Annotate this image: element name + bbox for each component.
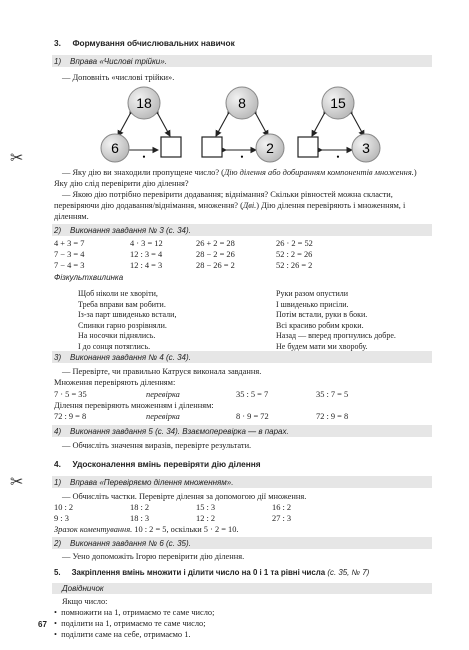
reference-intro: Якщо число: [62, 597, 108, 606]
section-5-heading [54, 568, 369, 577]
operator-dot: • [336, 152, 340, 162]
physical-break-title: Фізкультхвилинка [54, 273, 124, 282]
exercise-3-title [54, 353, 191, 362]
answer-box[interactable] [161, 137, 181, 157]
section-number: 4. [54, 459, 61, 469]
exercise-3-subtitle-2: Ділення перевіряють множенням і діленням: [54, 401, 214, 410]
poem-line: На носочки піднялись. [78, 331, 156, 340]
section-title: Удосконалення вмінь перевіряти дію ділення [72, 459, 261, 469]
exercise-title: Виконання завдання 5 (с. 34). Взаємоперевірка — в парах. [70, 427, 289, 436]
exercise-4-2-text: — Уено допоможіть Ігорю перевірити дію ділення. [62, 552, 245, 561]
equation: 72 : 9 = 8 [316, 412, 349, 421]
page-number: 67 [38, 620, 47, 629]
equation: 4 + 3 = 7 [54, 239, 85, 248]
list-item: • поділити на 1, отримаємо те саме число; [54, 619, 206, 628]
equation: 52 : 2 = 26 [276, 250, 313, 259]
poem-line: Всі красиво робим кроки. [276, 320, 364, 330]
equation-table-1 [54, 238, 434, 274]
check-row-2 [54, 411, 434, 422]
equation: 35 : 7 = 5 [316, 390, 349, 399]
expression: 12 : 2 [196, 514, 216, 523]
exercise-number: 4) [54, 427, 62, 436]
list-item-text: поділити саме на себе, отримаємо 1. [61, 630, 191, 639]
equation: 4 · 3 = 12 [130, 239, 163, 248]
poem-line: Потім встали, руки в боки. [276, 310, 368, 319]
division-table [54, 502, 434, 524]
answer-box[interactable] [202, 137, 222, 157]
section-3-heading [54, 38, 235, 48]
answer-box[interactable] [298, 137, 318, 157]
text-part: — Яку дію ви знаходили пропущене число? ( [62, 168, 224, 177]
poem-line: Із-за парт швиденько встали, [78, 310, 177, 319]
equation: 26 + 2 = 28 [196, 239, 235, 248]
number-triangles [90, 86, 390, 166]
equation: 12 : 3 = 4 [130, 250, 163, 259]
list-item: • поділити саме на себе, отримаємо 1. [54, 630, 191, 639]
equation: 28 − 26 = 2 [196, 261, 235, 270]
equation: 26 · 2 = 52 [276, 239, 313, 248]
poem-line: І швиденько присіли. [276, 299, 349, 309]
italic-answer: Дві. [242, 201, 257, 210]
list-item-text: помножити на 1, отримаємо те саме число; [61, 608, 215, 617]
reference-title: Довідничок [62, 584, 104, 593]
exercise-4-2-title [54, 539, 191, 548]
exercise-number: 2) [54, 539, 62, 548]
section-title: Закріплення вмінь множити і ділити число на 0 і 1 та рівні числа [71, 568, 326, 577]
section-4-heading [54, 459, 261, 469]
exercise-number: 1) [54, 478, 62, 487]
expression: 18 : 3 [130, 514, 150, 523]
exercise-4-1-text: — Обчисліть частки. Перевірте ділення за допомогою дії множення. [62, 492, 307, 501]
equation: 7 · 5 = 35 [54, 390, 87, 399]
equation: 8 · 9 = 72 [236, 412, 269, 421]
section-number: 5. [54, 568, 61, 577]
triangle-3 [298, 87, 380, 162]
text-part: ) Дію ділення перевіряють і множенням, і діленням. [54, 201, 406, 221]
poem-left [78, 289, 176, 352]
equation: 72 : 9 = 8 [54, 412, 87, 421]
text-part: ) Яку дію слід перевірити дію ділення? [54, 168, 417, 188]
exercise-4-text: — Обчисліть значення виразів, перевірте результати. [62, 441, 252, 450]
paragraph-question-2 [54, 189, 432, 222]
exercise-title: Вправа «Перевіряємо ділення множенням». [70, 478, 234, 487]
triangle-top-value: 18 [136, 95, 152, 111]
exercise-4-title [54, 427, 289, 436]
expression: 10 : 2 [54, 503, 74, 512]
exercise-3-subtitle: Множення перевіряють діленням: [54, 378, 176, 387]
exercise-title: Виконання завдання № 3 (с. 34). [70, 226, 191, 235]
exercise-number: 1) [54, 57, 62, 66]
expression: 9 : 3 [54, 514, 69, 523]
triangle-1 [101, 87, 181, 162]
triangle-top-value: 8 [238, 95, 246, 111]
scissors-icon: ✂ [10, 472, 24, 491]
expression: 27 : 3 [272, 514, 292, 523]
poem-line: Назад — вперед прогнулись добре. [276, 331, 396, 340]
equation: 35 : 5 = 7 [236, 390, 269, 399]
triangle-right-value: 2 [266, 140, 274, 156]
exercise-title: Виконання завдання № 4 (с. 34). [70, 353, 191, 362]
exercise-number: 3) [54, 353, 62, 362]
operator-dot: • [240, 152, 244, 162]
equation: 28 − 2 = 26 [196, 250, 235, 259]
triangle-left-value: 6 [111, 140, 119, 156]
exercise-title: Вправа «Числові трійки». [70, 57, 167, 66]
poem-line: І до сонця потяглись. [78, 341, 151, 351]
triangle-top-value: 15 [330, 95, 346, 111]
equation: 7 − 3 = 4 [54, 250, 85, 259]
paragraph-question-1 [54, 167, 432, 189]
check-label: перевірка [146, 390, 180, 399]
list-item: • помножити на 1, отримаємо те саме число; [54, 608, 215, 617]
sample-comment [54, 524, 239, 535]
poem-line: Треба вправи вам робити. [78, 299, 166, 309]
expression: 18 : 2 [130, 503, 150, 512]
exercise-4-1-title [54, 478, 233, 487]
exercise-3-text: — Перевірте, чи правильно Катруся виконала завдання. [62, 367, 262, 376]
section-number: 3. [54, 38, 61, 48]
poem-line: Щоб ніколи не хворіти, [78, 289, 158, 298]
text-part: — Якою дію потрібно перевірити додавання; віднімання? Скільки рівностей можна скласти, перевіряючи дію додавання/віднімання, множення? ( [54, 190, 393, 210]
exercise-1-text: — Доповніть «числові трійки». [62, 73, 175, 82]
poem-line: Не будем мати ми хворобу. [276, 341, 368, 351]
reference-band [52, 583, 432, 594]
section-title: Формування обчислювальних навичок [72, 38, 235, 48]
sample-text: 10 : 2 = 5, оскільки 5 · 2 = 10. [132, 525, 239, 534]
equation: 52 : 26 = 2 [276, 261, 313, 270]
scissors-icon: ✂ [10, 148, 24, 167]
operator-dot: • [142, 152, 146, 162]
exercise-number: 2) [54, 226, 62, 235]
sample-label: Зразок коментування. [54, 525, 133, 534]
equation: 7 − 4 = 3 [54, 261, 85, 270]
poem-right [276, 289, 396, 352]
poem-line: Спинки гарно розрівняли. [78, 320, 167, 330]
exercise-1-title [54, 57, 167, 66]
reference-list [54, 607, 214, 640]
poem-line: Руки разом опустили [276, 289, 349, 298]
check-row-1 [54, 389, 434, 400]
exercise-2-title [54, 226, 191, 235]
check-label: перевірка [146, 412, 180, 421]
triangle-right-value: 3 [362, 140, 370, 156]
triangle-2 [202, 87, 284, 162]
expression: 16 : 2 [272, 503, 292, 512]
list-item-text: поділити на 1, отримаємо те саме число; [61, 619, 206, 628]
equation: 12 : 4 = 3 [130, 261, 163, 270]
italic-answer: Дію ділення або добиранням компонентів множення. [223, 168, 414, 177]
exercise-title: Виконання завдання № 6 (с. 35). [70, 539, 191, 548]
section-reference: (с. 35, № 7) [325, 568, 370, 577]
expression: 15 : 3 [196, 503, 216, 512]
